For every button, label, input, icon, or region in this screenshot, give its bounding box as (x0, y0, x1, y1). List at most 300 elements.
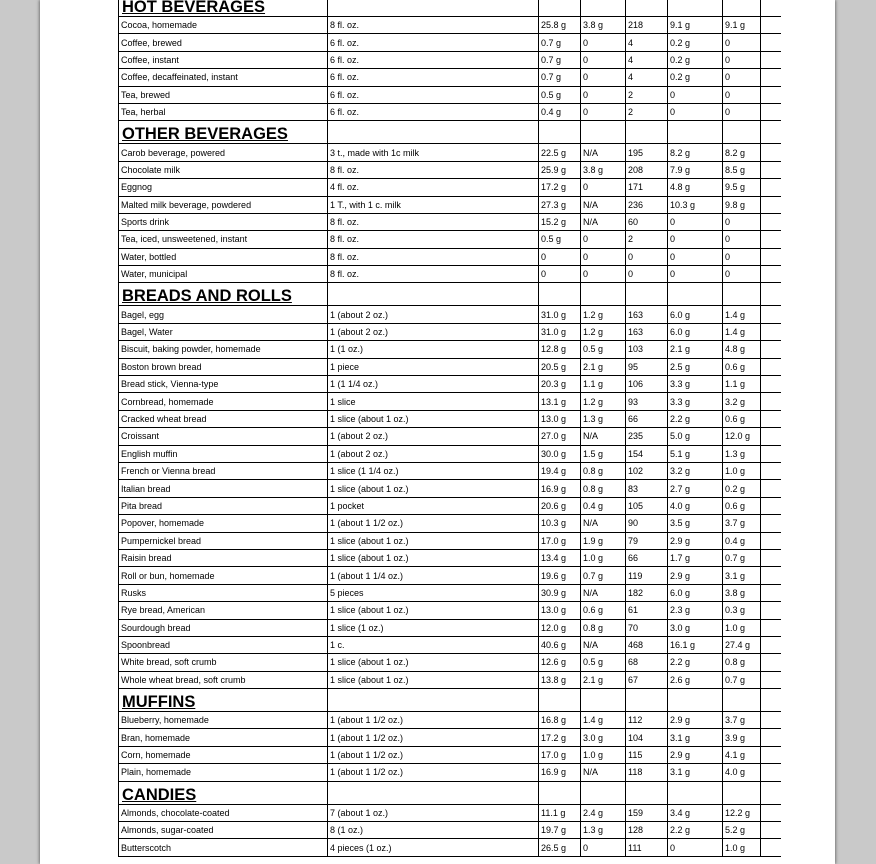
food-name-cell: Bran, homemade (119, 729, 328, 746)
fiber-cell: 1.2 g (581, 393, 626, 410)
fat-cell: 1.0 g (723, 462, 761, 479)
calories-cell: 67 (626, 671, 668, 688)
empty-cell (761, 549, 781, 566)
empty-cell (761, 51, 781, 68)
fiber-cell: 0.5 g (581, 654, 626, 671)
protein-cell: 0 (668, 248, 723, 265)
fat-cell: 0 (723, 34, 761, 51)
calories-cell: 90 (626, 515, 668, 532)
fat-cell: 12.0 g (723, 428, 761, 445)
empty-cell (761, 121, 781, 144)
carbohydrate-cell: 30.9 g (539, 584, 581, 601)
calories-cell: 4 (626, 51, 668, 68)
empty-cell (761, 428, 781, 445)
calories-cell: 182 (626, 584, 668, 601)
calories-cell: 163 (626, 323, 668, 340)
fat-cell: 27.4 g (723, 636, 761, 653)
carbohydrate-cell: 19.7 g (539, 822, 581, 839)
serving-size-cell: 1 slice (about 1 oz.) (328, 549, 539, 566)
calories-cell: 208 (626, 161, 668, 178)
nutrition-table (118, 0, 781, 857)
empty-cell (761, 283, 781, 306)
table-row (119, 567, 781, 584)
fat-cell: 0.2 g (723, 480, 761, 497)
document-page (40, 0, 835, 864)
carbohydrate-cell: 26.5 g (539, 839, 581, 856)
table-row (119, 636, 781, 653)
serving-size-cell: 7 (about 1 oz.) (328, 804, 539, 821)
fiber-cell: 0 (581, 248, 626, 265)
section-title: CANDIES (119, 781, 328, 804)
table-row (119, 358, 781, 375)
carbohydrate-cell: 20.6 g (539, 497, 581, 514)
calories-cell: 163 (626, 306, 668, 323)
carbohydrate-cell: 13.0 g (539, 410, 581, 427)
calories-cell: 102 (626, 462, 668, 479)
serving-size-cell: 1 (about 1 1/2 oz.) (328, 712, 539, 729)
calories-cell: 2 (626, 86, 668, 103)
food-name-cell: English muffin (119, 445, 328, 462)
fiber-cell: 0 (581, 69, 626, 86)
empty-cell (328, 781, 539, 804)
empty-cell (668, 121, 723, 144)
fat-cell: 12.2 g (723, 804, 761, 821)
carbohydrate-cell: 13.0 g (539, 602, 581, 619)
serving-size-cell: 5 pieces (328, 584, 539, 601)
empty-cell (761, 689, 781, 712)
carbohydrate-cell: 13.4 g (539, 549, 581, 566)
fat-cell: 0 (723, 213, 761, 230)
fiber-cell: 1.3 g (581, 822, 626, 839)
protein-cell: 1.7 g (668, 549, 723, 566)
serving-size-cell: 4 fl. oz. (328, 179, 539, 196)
fat-cell: 0.4 g (723, 532, 761, 549)
calories-cell: 60 (626, 213, 668, 230)
carbohydrate-cell: 19.4 g (539, 462, 581, 479)
fiber-cell: 0 (581, 34, 626, 51)
carbohydrate-cell: 27.0 g (539, 428, 581, 445)
table-row (119, 532, 781, 549)
fiber-cell: 1.1 g (581, 376, 626, 393)
empty-cell (761, 358, 781, 375)
empty-cell (761, 480, 781, 497)
serving-size-cell: 1 slice (about 1 oz.) (328, 410, 539, 427)
carbohydrate-cell: 25.9 g (539, 161, 581, 178)
protein-cell: 0.2 g (668, 34, 723, 51)
fat-cell: 0.7 g (723, 549, 761, 566)
empty-cell (761, 410, 781, 427)
serving-size-cell: 8 fl. oz. (328, 213, 539, 230)
empty-cell (761, 822, 781, 839)
empty-cell (761, 497, 781, 514)
serving-size-cell: 1 c. (328, 636, 539, 653)
protein-cell: 2.2 g (668, 654, 723, 671)
serving-size-cell: 1 slice (about 1 oz.) (328, 602, 539, 619)
table-row (119, 712, 781, 729)
carbohydrate-cell: 0 (539, 266, 581, 283)
protein-cell: 2.9 g (668, 746, 723, 763)
fiber-cell: 0 (581, 266, 626, 283)
serving-size-cell: 6 fl. oz. (328, 103, 539, 120)
empty-cell (539, 781, 581, 804)
carbohydrate-cell: 0 (539, 248, 581, 265)
fiber-cell: 0 (581, 86, 626, 103)
table-row (119, 306, 781, 323)
serving-size-cell: 1 (about 1 1/2 oz.) (328, 764, 539, 781)
fat-cell: 0.7 g (723, 671, 761, 688)
protein-cell: 2.3 g (668, 602, 723, 619)
protein-cell: 2.9 g (668, 567, 723, 584)
fiber-cell: 3.8 g (581, 17, 626, 34)
serving-size-cell: 1 (about 2 oz.) (328, 428, 539, 445)
empty-cell (761, 0, 781, 17)
food-name-cell: Almonds, chocolate-coated (119, 804, 328, 821)
serving-size-cell: 1 (1 1/4 oz.) (328, 376, 539, 393)
fat-cell: 3.7 g (723, 515, 761, 532)
serving-size-cell: 1 (about 1 1/2 oz.) (328, 746, 539, 763)
empty-cell (626, 781, 668, 804)
protein-cell: 0 (668, 213, 723, 230)
food-name-cell: Butterscotch (119, 839, 328, 856)
empty-cell (668, 689, 723, 712)
fiber-cell: 0.6 g (581, 602, 626, 619)
calories-cell: 115 (626, 746, 668, 763)
food-name-cell: Eggnog (119, 179, 328, 196)
fiber-cell: 0 (581, 231, 626, 248)
empty-cell (761, 393, 781, 410)
table-row (119, 746, 781, 763)
serving-size-cell: 1 slice (about 1 oz.) (328, 654, 539, 671)
calories-cell: 4 (626, 69, 668, 86)
calories-cell: 79 (626, 532, 668, 549)
empty-cell (761, 266, 781, 283)
serving-size-cell: 4 pieces (1 oz.) (328, 839, 539, 856)
fiber-cell: 0.8 g (581, 462, 626, 479)
fat-cell: 3.8 g (723, 584, 761, 601)
empty-cell (761, 764, 781, 781)
fiber-cell: 1.0 g (581, 746, 626, 763)
food-name-cell: Plain, homemade (119, 764, 328, 781)
carbohydrate-cell: 17.2 g (539, 179, 581, 196)
food-name-cell: Malted milk beverage, powdered (119, 196, 328, 213)
food-name-cell: Blueberry, homemade (119, 712, 328, 729)
empty-cell (761, 567, 781, 584)
serving-size-cell: 1 slice (1 1/4 oz.) (328, 462, 539, 479)
food-name-cell: Corn, homemade (119, 746, 328, 763)
table-row (119, 410, 781, 427)
food-name-cell: Pita bread (119, 497, 328, 514)
empty-cell (761, 746, 781, 763)
calories-cell: 2 (626, 103, 668, 120)
serving-size-cell: 1 (about 1 1/4 oz.) (328, 567, 539, 584)
protein-cell: 2.2 g (668, 822, 723, 839)
empty-cell (539, 689, 581, 712)
carbohydrate-cell: 12.6 g (539, 654, 581, 671)
empty-cell (761, 804, 781, 821)
protein-cell: 2.9 g (668, 712, 723, 729)
protein-cell: 6.0 g (668, 323, 723, 340)
calories-cell: 0 (626, 266, 668, 283)
calories-cell: 468 (626, 636, 668, 653)
empty-cell (761, 462, 781, 479)
fat-cell: 1.3 g (723, 445, 761, 462)
table-row (119, 480, 781, 497)
fiber-cell: N/A (581, 213, 626, 230)
protein-cell: 7.9 g (668, 161, 723, 178)
serving-size-cell: 1 slice (about 1 oz.) (328, 671, 539, 688)
empty-cell (668, 781, 723, 804)
serving-size-cell: 1 (about 2 oz.) (328, 323, 539, 340)
calories-cell: 159 (626, 804, 668, 821)
empty-cell (761, 376, 781, 393)
calories-cell: 104 (626, 729, 668, 746)
section-title: MUFFINS (119, 689, 328, 712)
empty-cell (761, 619, 781, 636)
serving-size-cell: 1 (about 1 1/2 oz.) (328, 515, 539, 532)
protein-cell: 3.2 g (668, 462, 723, 479)
empty-cell (761, 34, 781, 51)
table-row (119, 764, 781, 781)
carbohydrate-cell: 0.7 g (539, 34, 581, 51)
section-header-row (119, 121, 781, 144)
empty-cell (761, 636, 781, 653)
fat-cell: 1.0 g (723, 839, 761, 856)
food-name-cell: Tea, herbal (119, 103, 328, 120)
section-header-row (119, 781, 781, 804)
calories-cell: 66 (626, 410, 668, 427)
section-title: OTHER BEVERAGES (119, 121, 328, 144)
fiber-cell: 3.8 g (581, 161, 626, 178)
empty-cell (626, 121, 668, 144)
serving-size-cell: 1 T., with 1 c. milk (328, 196, 539, 213)
fiber-cell: N/A (581, 584, 626, 601)
protein-cell: 6.0 g (668, 584, 723, 601)
empty-cell (761, 213, 781, 230)
table-row (119, 323, 781, 340)
calories-cell: 93 (626, 393, 668, 410)
fat-cell: 0 (723, 69, 761, 86)
empty-cell (761, 248, 781, 265)
calories-cell: 103 (626, 341, 668, 358)
empty-cell (723, 0, 761, 17)
carbohydrate-cell: 16.9 g (539, 480, 581, 497)
table-row (119, 231, 781, 248)
table-row (119, 144, 781, 161)
empty-cell (761, 144, 781, 161)
empty-cell (328, 0, 539, 17)
empty-cell (761, 712, 781, 729)
protein-cell: 3.1 g (668, 764, 723, 781)
fat-cell: 3.2 g (723, 393, 761, 410)
fat-cell: 3.7 g (723, 712, 761, 729)
protein-cell: 2.2 g (668, 410, 723, 427)
empty-cell (761, 532, 781, 549)
food-name-cell: Rusks (119, 584, 328, 601)
fiber-cell: N/A (581, 428, 626, 445)
serving-size-cell: 6 fl. oz. (328, 69, 539, 86)
protein-cell: 3.3 g (668, 393, 723, 410)
fat-cell: 0 (723, 266, 761, 283)
empty-cell (761, 86, 781, 103)
serving-size-cell: 6 fl. oz. (328, 51, 539, 68)
carbohydrate-cell: 22.5 g (539, 144, 581, 161)
empty-cell (761, 729, 781, 746)
table-row (119, 549, 781, 566)
calories-cell: 235 (626, 428, 668, 445)
carbohydrate-cell: 19.6 g (539, 567, 581, 584)
fiber-cell: 1.9 g (581, 532, 626, 549)
fiber-cell: N/A (581, 636, 626, 653)
serving-size-cell: 8 fl. oz. (328, 161, 539, 178)
carbohydrate-cell: 10.3 g (539, 515, 581, 532)
protein-cell: 2.1 g (668, 341, 723, 358)
calories-cell: 236 (626, 196, 668, 213)
fat-cell: 4.8 g (723, 341, 761, 358)
table-row (119, 248, 781, 265)
food-name-cell: Roll or bun, homemade (119, 567, 328, 584)
food-name-cell: Italian bread (119, 480, 328, 497)
empty-cell (581, 283, 626, 306)
protein-cell: 5.1 g (668, 445, 723, 462)
food-name-cell: Bagel, egg (119, 306, 328, 323)
carbohydrate-cell: 0.7 g (539, 69, 581, 86)
fat-cell: 0.8 g (723, 654, 761, 671)
food-name-cell: French or Vienna bread (119, 462, 328, 479)
carbohydrate-cell: 40.6 g (539, 636, 581, 653)
fiber-cell: 1.4 g (581, 712, 626, 729)
calories-cell: 128 (626, 822, 668, 839)
calories-cell: 4 (626, 34, 668, 51)
empty-cell (539, 0, 581, 17)
serving-size-cell: 8 (1 oz.) (328, 822, 539, 839)
table-row (119, 266, 781, 283)
fat-cell: 9.5 g (723, 179, 761, 196)
section-title: HOT BEVERAGES (119, 0, 328, 17)
fat-cell: 4.1 g (723, 746, 761, 763)
protein-cell: 3.0 g (668, 619, 723, 636)
table-row (119, 376, 781, 393)
fiber-cell: N/A (581, 196, 626, 213)
carbohydrate-cell: 16.8 g (539, 712, 581, 729)
table-row (119, 729, 781, 746)
table-row (119, 393, 781, 410)
table-row (119, 428, 781, 445)
calories-cell: 95 (626, 358, 668, 375)
calories-cell: 2 (626, 231, 668, 248)
serving-size-cell: 1 slice (1 oz.) (328, 619, 539, 636)
empty-cell (761, 231, 781, 248)
food-name-cell: Water, municipal (119, 266, 328, 283)
table-row (119, 213, 781, 230)
empty-cell (581, 689, 626, 712)
protein-cell: 6.0 g (668, 306, 723, 323)
table-row (119, 822, 781, 839)
fiber-cell: 0 (581, 839, 626, 856)
empty-cell (668, 0, 723, 17)
protein-cell: 10.3 g (668, 196, 723, 213)
protein-cell: 0.2 g (668, 51, 723, 68)
fiber-cell: 1.2 g (581, 323, 626, 340)
serving-size-cell: 8 fl. oz. (328, 266, 539, 283)
protein-cell: 3.5 g (668, 515, 723, 532)
carbohydrate-cell: 0.4 g (539, 103, 581, 120)
food-name-cell: Popover, homemade (119, 515, 328, 532)
food-name-cell: Chocolate milk (119, 161, 328, 178)
food-name-cell: Croissant (119, 428, 328, 445)
food-name-cell: Carob beverage, powered (119, 144, 328, 161)
fat-cell: 0 (723, 103, 761, 120)
fiber-cell: 1.2 g (581, 306, 626, 323)
fiber-cell: 1.5 g (581, 445, 626, 462)
calories-cell: 0 (626, 248, 668, 265)
serving-size-cell: 1 slice (328, 393, 539, 410)
protein-cell: 4.8 g (668, 179, 723, 196)
fat-cell: 0 (723, 51, 761, 68)
serving-size-cell: 6 fl. oz. (328, 34, 539, 51)
fat-cell: 5.2 g (723, 822, 761, 839)
carbohydrate-cell: 17.0 g (539, 532, 581, 549)
protein-cell: 0 (668, 839, 723, 856)
serving-size-cell: 1 (about 1 1/2 oz.) (328, 729, 539, 746)
empty-cell (723, 689, 761, 712)
fat-cell: 1.4 g (723, 306, 761, 323)
section-title: BREADS AND ROLLS (119, 283, 328, 306)
food-name-cell: Almonds, sugar-coated (119, 822, 328, 839)
table-row (119, 51, 781, 68)
protein-cell: 16.1 g (668, 636, 723, 653)
protein-cell: 0.2 g (668, 69, 723, 86)
empty-cell (761, 445, 781, 462)
food-name-cell: Biscuit, baking powder, homemade (119, 341, 328, 358)
serving-size-cell: 6 fl. oz. (328, 86, 539, 103)
empty-cell (761, 196, 781, 213)
empty-cell (761, 654, 781, 671)
section-header-row (119, 0, 781, 17)
table-row (119, 602, 781, 619)
table-row (119, 445, 781, 462)
empty-cell (723, 283, 761, 306)
fiber-cell: 0 (581, 51, 626, 68)
food-name-cell: Cornbread, homemade (119, 393, 328, 410)
calories-cell: 119 (626, 567, 668, 584)
protein-cell: 0 (668, 103, 723, 120)
table-row (119, 86, 781, 103)
empty-cell (539, 283, 581, 306)
carbohydrate-cell: 31.0 g (539, 323, 581, 340)
fiber-cell: 0.8 g (581, 619, 626, 636)
fat-cell: 1.1 g (723, 376, 761, 393)
calories-cell: 105 (626, 497, 668, 514)
protein-cell: 3.4 g (668, 804, 723, 821)
table-row (119, 161, 781, 178)
food-name-cell: Spoonbread (119, 636, 328, 653)
carbohydrate-cell: 27.3 g (539, 196, 581, 213)
table-row (119, 839, 781, 856)
empty-cell (328, 121, 539, 144)
protein-cell: 2.6 g (668, 671, 723, 688)
table-row (119, 497, 781, 514)
carbohydrate-cell: 17.2 g (539, 729, 581, 746)
food-name-cell: Sourdough bread (119, 619, 328, 636)
carbohydrate-cell: 25.8 g (539, 17, 581, 34)
table-row (119, 17, 781, 34)
serving-size-cell: 1 (about 2 oz.) (328, 445, 539, 462)
serving-size-cell: 1 slice (about 1 oz.) (328, 480, 539, 497)
empty-cell (761, 584, 781, 601)
fat-cell: 0 (723, 86, 761, 103)
empty-cell (626, 0, 668, 17)
table-row (119, 515, 781, 532)
